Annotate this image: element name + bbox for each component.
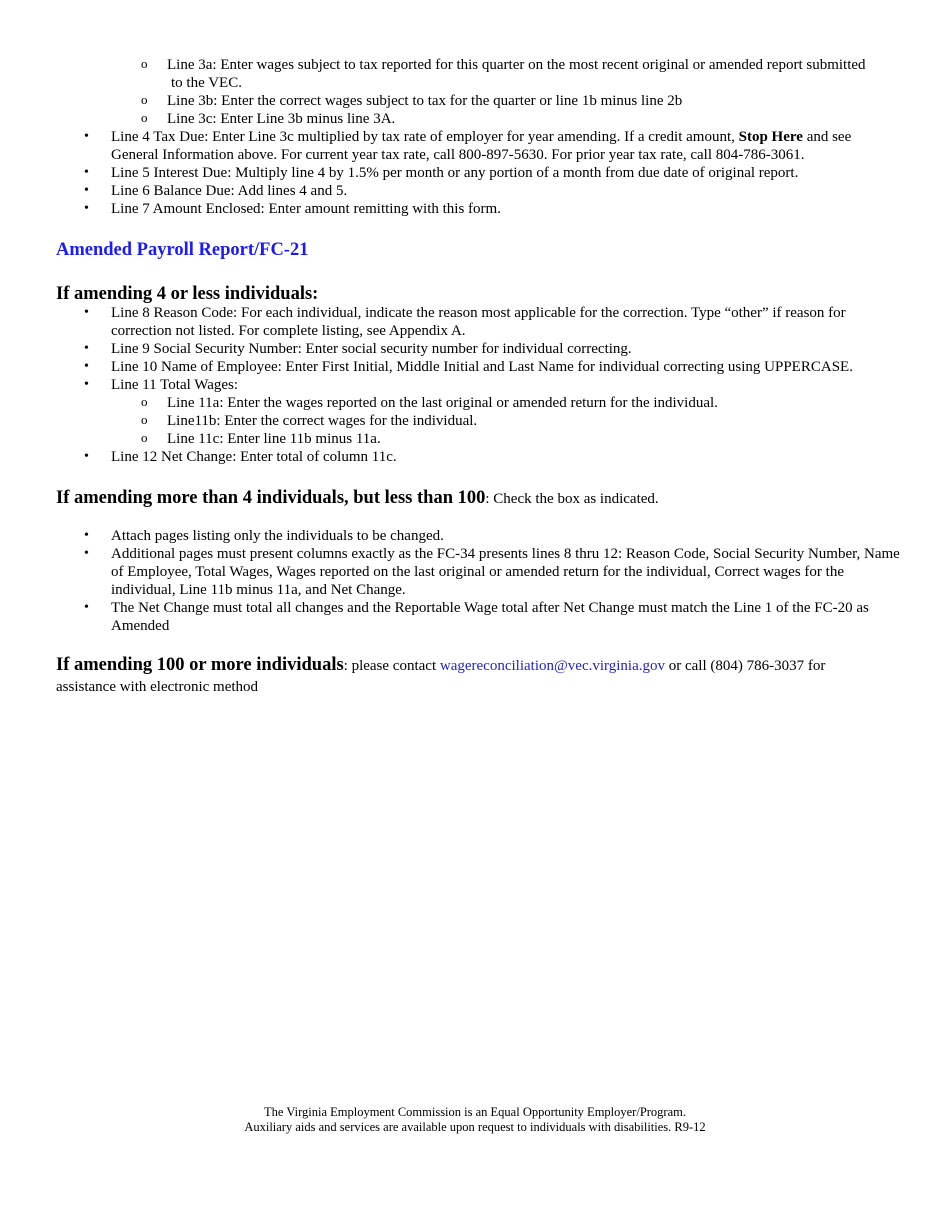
four-or-less-list <box>111 304 901 466</box>
list-item-line5: • Line 5 Interest Due: Multiply line 4 by 1.5% per month or any portion of a month from due date of original report. <box>111 164 901 182</box>
contact-email-link[interactable]: wagereconciliation@vec.virginia.gov <box>439 658 665 674</box>
more-than-4-block <box>0 527 950 635</box>
heading-four-or-less: If amending 4 or less individuals: <box>56 284 319 304</box>
list-item-line7: • Line 7 Amount Enclosed: Enter amount remitting with this form. <box>111 200 901 218</box>
more-than-4-list <box>111 527 901 635</box>
list-item-attach-pages: • Attach pages listing only the individuals to be changed. <box>111 527 901 545</box>
stop-here-text: Stop Here <box>738 129 803 145</box>
list-item-line10: • Line 10 Name of Employee: Enter First Initial, Middle Initial and Last Name for individual correcting using UPPERCASE. <box>111 358 901 376</box>
list-item-line4: • Line 4 Tax Due: Enter Line 3c multiplied by tax rate of employer for year amending. If a credit amount, Stop Here and see General Information above. For current year tax rate, call 800-897-5630. For prior year tax rate, call 804-786-3061. <box>111 128 901 164</box>
line3a-continuation: to the VEC. <box>171 75 242 91</box>
list-item-line3b: o Line 3b: Enter the correct wages subject to tax for the quarter or line 1b minus line 2b <box>167 92 897 110</box>
lines-4-7-list <box>111 128 901 218</box>
list-item-line11: • Line 11 Total Wages: o Line 11a: Enter the wages reported on the last original or amended return for the individual. o Line11b: Enter the correct wages for the individual. o Line 11c: Enter line 11b minus 11a. <box>111 376 901 448</box>
list-item-net-change: • The Net Change must total all changes and the Reportable Wage total after Net Change must match the Line 1 of the FC-20 as Amended <box>111 599 901 635</box>
section-title-amended-payroll: Amended Payroll Report/FC-21 <box>56 240 309 260</box>
list-item-line11b: o Line11b: Enter the correct wages for the individual. <box>167 412 867 430</box>
list-item-line11c: o Line 11c: Enter line 11b minus 11a. <box>167 430 867 448</box>
footer-line-2: Auxiliary aids and services are available upon request to individuals with disabilities. R9-12 <box>244 1120 706 1134</box>
four-or-less-block <box>0 304 950 466</box>
list-item-line3a: o Line 3a: Enter wages subject to tax reported for this quarter on the most recent original or amended report submitted to the VEC. <box>167 56 897 92</box>
list-item-line9: • Line 9 Social Security Number: Enter social security number for individual correcting. <box>111 340 901 358</box>
list-item-line6: • Line 6 Balance Due: Add lines 4 and 5. <box>111 182 901 200</box>
top-list-block <box>0 56 950 218</box>
list-item-line11a: o Line 11a: Enter the wages reported on the last original or amended return for the individual. <box>167 394 867 412</box>
list-item-line8: • Line 8 Reason Code: For each individual, indicate the reason most applicable for the correction. Type “other” if reason for correction not listed. For complete listing, see Appendix A. <box>111 304 901 340</box>
footer-line-1: The Virginia Employment Commission is an Equal Opportunity Employer/Program. <box>263 1105 686 1119</box>
list-item-additional-pages: • Additional pages must present columns exactly as the FC-34 presents lines 8 thru 12: Reason Code, Social Security Number, Name of Employee, Total Wages, Wages reported on the last original or amended return for the individual, Correct wages for the individual, Line 11b minus 11a, and Net Change. <box>111 545 901 599</box>
list-item-line12: • Line 12 Net Change: Enter total of column 11c. <box>111 448 901 466</box>
heading-more-than-4: If amending more than 4 individuals, but less than 100: Check the box as indicated. <box>56 488 659 508</box>
heading-100-or-more: If amending 100 or more individuals: please contact wagereconciliation@vec.virginia.gov or call (804) 786-3037 for assistance with electronic method <box>56 655 826 695</box>
footer <box>0 1105 950 1135</box>
line11-sublist <box>167 394 867 448</box>
line3-sublist <box>167 56 897 128</box>
list-item-line3c: o Line 3c: Enter Line 3b minus line 3A. <box>167 110 897 128</box>
